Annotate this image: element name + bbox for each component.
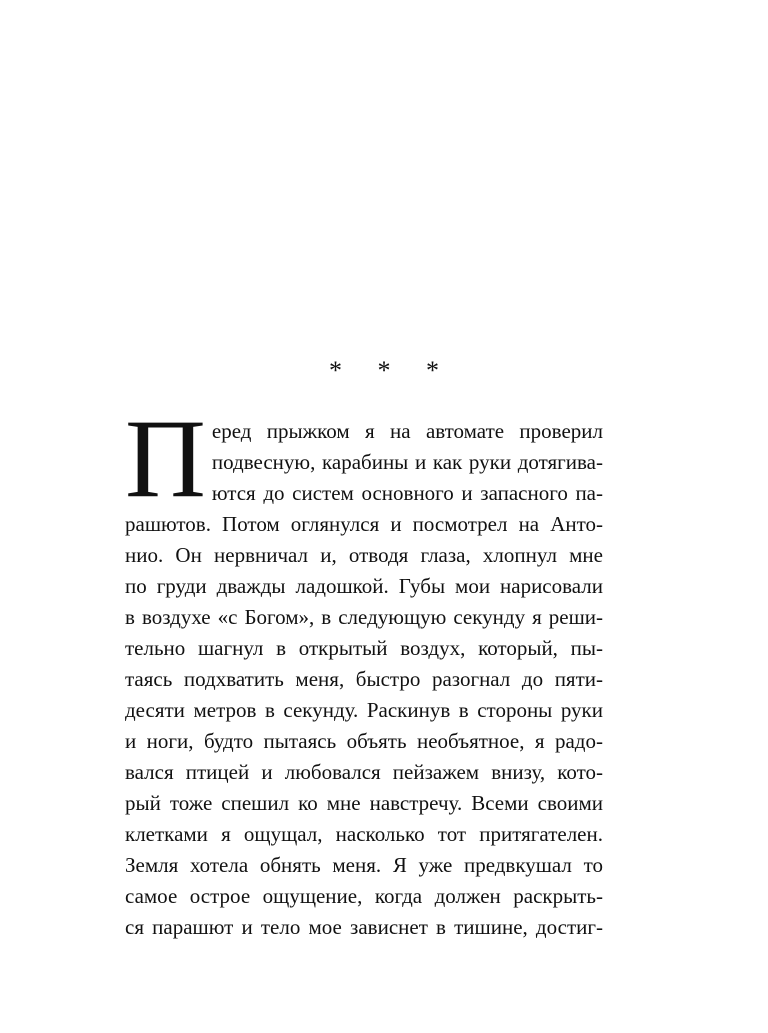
- section-divider: [0, 356, 768, 386]
- body-text: [125, 397, 603, 943]
- text-line: ются до систем основного и запасного па-: [211, 481, 603, 505]
- asterisk: *: [329, 356, 342, 385]
- text-line: таясь подхватить меня, быстро разогнал до пяти-: [125, 667, 603, 691]
- text-line: десяти метров в секунду. Раскинув в стороны руки: [125, 698, 603, 722]
- text-line: еред прыжком я на автомате проверил: [211, 419, 603, 443]
- asterisk: *: [377, 356, 391, 385]
- text-line: ся парашют и тело мое зависнет в тишине, достиг-: [125, 915, 603, 939]
- text-line: вался птицей и любовался пейзажем внизу, кото-: [125, 760, 603, 784]
- text-line: тельно шагнул в открытый воздух, который, пы-: [125, 636, 603, 660]
- text-line: нио. Он нервничал и, отводя глаза, хлопнул мне: [125, 543, 603, 567]
- text-line: и ноги, будто пытаясь объять необъятное, я радо-: [125, 729, 603, 753]
- text-line: самое острое ощущение, когда должен раскрыть-: [125, 884, 603, 908]
- text-line: Земля хотела обнять меня. Я уже предвкушал то: [125, 853, 603, 877]
- text-line: клетками я ощущал, насколько тот притягателен.: [125, 822, 603, 846]
- text-line: по груди дважды ладошкой. Губы мои нарисовали: [125, 574, 603, 598]
- text-line: рашютов. Потом оглянулся и посмотрел на Анто-: [125, 512, 603, 536]
- text-line: рый тоже спешил ко мне навстречу. Всеми своими: [125, 791, 603, 815]
- text-line: в воздухе «с Богом», в следующую секунду я реши-: [125, 605, 603, 629]
- text-line: подвесную, карабины и как руки дотягива-: [211, 450, 603, 474]
- asterisk: *: [426, 356, 439, 385]
- drop-cap: П: [125, 397, 206, 521]
